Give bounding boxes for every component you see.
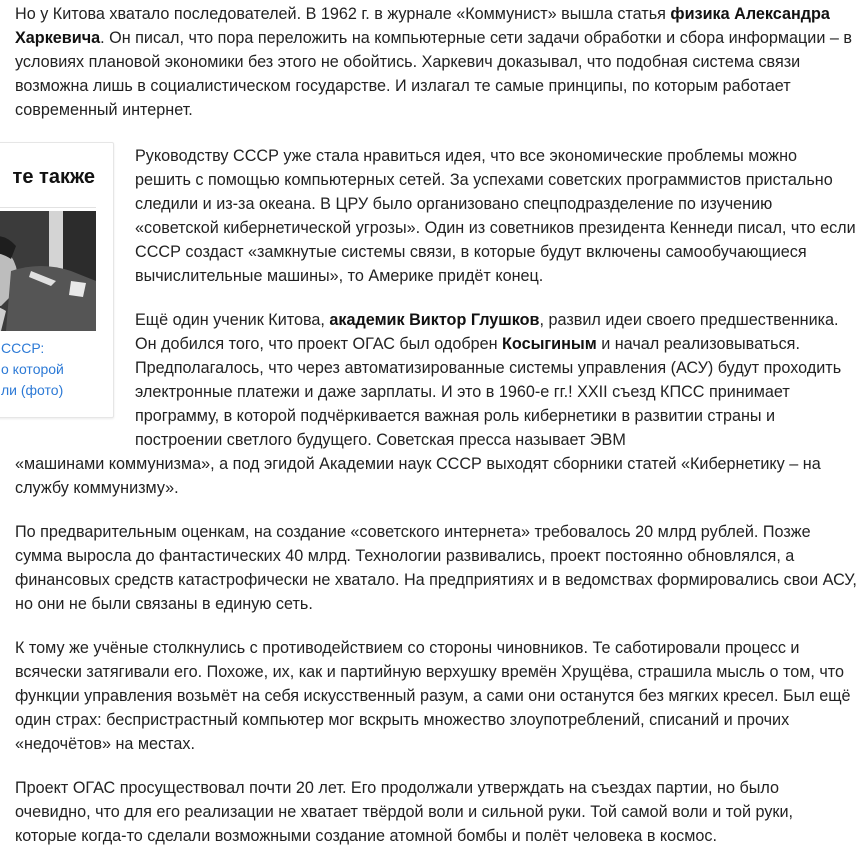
paragraph-5: К тому же учёные столкнулись с противодействием со стороны чиновников. Те саботировали процесс и всячески затягивали его. Похоже, их, как и партийную верхушку времён Хрущёва, страшила мысль о том, что функции управления возьмёт на себя искусственный разум, а сами они останутся без мягких кресел. Был ещё один страх: беспристрастный компьютер мог вскрыть множество злоупотреблений, списаний и прочих «недочётов» на местах. (15, 639, 851, 753)
paragraph-6: Проект ОГАС просуществовал почти 20 лет. Его продолжали утверждать на съездах партии, но было очевидно, что для его реализации не хватает твёрдой воли и сильной руки. Той самой воли и той руки, которые когда-то сделали возможными создание атомной бомбы и полёт человека в космос. (15, 779, 794, 845)
paragraph-1: Но у Китова хватало последователей. В 1962 г. в журнале «Коммунист» вышла статья физика Александра Харкевича. Он писал, что пора переложить на компьютерные сети задачи обработки и сбора информации – в условиях плановой экономики без этого не обойтись. Харкевич доказывал, что подобная система связи возможна лишь в социалистическом государстве. И излагал те самые принципы, по которым работает современный интернет. (15, 5, 852, 119)
see-also-link-line-2: о которой (1, 361, 64, 377)
bold-kharkevich: физика Александра Харкевича (15, 5, 830, 47)
paragraph-4: По предварительным оценкам, на создание «советского интернета» требовалось 20 млрд рублей. Позже сумма выросла до фантастических 40 млрд. Технологии развивались, проект постоянно обновлялся, а финансовых средств катастрофически не хватало. На предприятиях и в ведомствах формировались свои АСУ, но они не были связаны в единую сеть. (15, 523, 857, 613)
bold-glushkov: академик Виктор Глушков (329, 311, 540, 329)
paragraph-3-continued: «машинами коммунизма», а под эгидой Академии наук СССР выходят сборники статей «Кибернетику – на службу коммунизму». (15, 455, 821, 497)
see-also-link-line-1: СССР: (1, 340, 45, 356)
see-also-link-line-3: ли (фото) (1, 382, 64, 398)
see-also-title: те также (12, 166, 95, 188)
paragraph-3: Ещё один ученик Китова, академик Виктор Глушков, развил идеи своего предшественника. Он добился того, что проект ОГАС был одобрен Косыгиным и начал реализовываться. Предполагалось, что через автоматизированные системы управления (АСУ) будут проходить электронные платежи и даже зарплаты. И это в 1960-е гг.! XXII съезд КПСС принимает программу, в которой подчёркивается важная роль кибернетики в развитии страны и построении светлого будущего. Советская пресса называет ЭВМ (135, 311, 842, 449)
paragraph-2: Руководству СССР уже стала нравиться идея, что все экономические проблемы можно решить с помощью компьютерных сетей. За успехами советских программистов пристально следили и из-за океана. В ЦРУ было организовано спецподразделение по изучению «советской кибернетической угрозы». Один из советников президента Кеннеди писал, что если СССР создаст «замкнутые системы связи, в которые будут включены самообучающиеся вычислительные машины», то Америке придёт конец. (135, 147, 856, 285)
bold-kosygin: Косыгиным (502, 335, 597, 353)
article-body (15, 2, 857, 868)
